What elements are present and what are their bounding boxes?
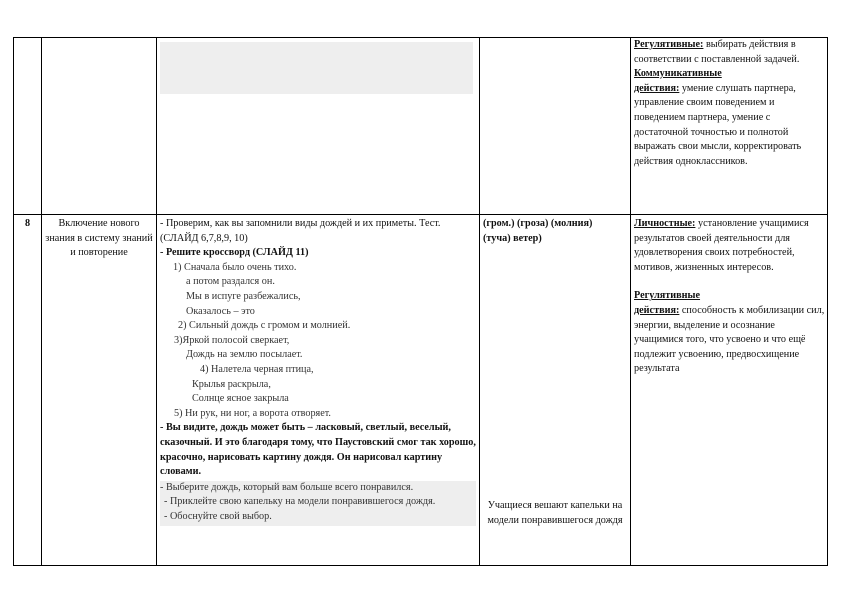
communicative-label: Коммуникативные bbox=[634, 68, 722, 80]
riddle-line: 2) Сильный дождь с громом и молнией. bbox=[178, 320, 351, 332]
teacher-activity bbox=[160, 217, 476, 526]
answers-line: (гром.) (гроза) (молния) bbox=[483, 218, 593, 229]
communicative-text: умение слушать партнера, управление своим поведением и поведением партнера, умение с достаточной точностью и полнотой выражать свои мысли, корректировать действия одноклассников. bbox=[634, 82, 802, 167]
row8-competencies bbox=[634, 217, 826, 377]
personal-text: установление учащимися результатов своей деятельности для удовлетворения своих потребностей, мотивов, жизненных интересов. bbox=[634, 218, 809, 273]
column-divider bbox=[41, 38, 42, 565]
lesson-table bbox=[13, 37, 828, 566]
row-number: 8 bbox=[24, 218, 31, 229]
column-divider bbox=[156, 38, 157, 565]
personal-label: Личностные: bbox=[634, 218, 696, 229]
choose-line: - Приклейте свою капельку на модели понравившегося дождя. bbox=[164, 496, 436, 508]
riddles bbox=[160, 261, 476, 422]
teacher-activity-placeholder bbox=[160, 42, 473, 94]
regulatory-label: Регулятивные bbox=[634, 290, 701, 302]
student-answers bbox=[483, 217, 627, 246]
answers-line: (туча) ветер) bbox=[483, 232, 542, 244]
riddle-line: а потом раздался он. bbox=[186, 276, 275, 288]
row7-competencies bbox=[634, 38, 826, 214]
column-divider bbox=[630, 38, 631, 565]
teacher-summary: - Вы видите, дождь может быть – ласковый, светлый, веселый, сказочный. И это благодаря тому, что Паустовский смог так хорошо, красочно, нарисовать картину дождя. Он нарисовал картину словами. bbox=[160, 422, 476, 478]
test-instruction: - Проверим, как вы запомнили виды дождей и их приметы. Тест. (СЛАЙД 6,7,8,9, 10) bbox=[160, 218, 441, 244]
choose-instructions bbox=[160, 481, 476, 527]
riddle-line: Крылья раскрыла, bbox=[192, 378, 271, 390]
regulatory-text: способность к мобилизации сил, энергии, выделение и осознание учащимися того, что усвоено и что ещё подлежит усвоению, предвосхищение результата bbox=[634, 304, 825, 375]
riddle-line: 3)Яркой полосой сверкает, bbox=[174, 334, 290, 346]
column-divider bbox=[479, 38, 480, 565]
communicative-label-2: действия: bbox=[634, 82, 680, 94]
riddle-line: Оказалось – это bbox=[186, 305, 255, 317]
regulatory-text: выбирать действия в соответствии с поставленной задачей. bbox=[634, 39, 800, 65]
riddle-line: 4) Налетела черная птица, bbox=[200, 363, 314, 375]
riddle-line: Мы в испуге разбежались, bbox=[186, 290, 301, 302]
row-divider bbox=[14, 214, 827, 215]
student-activity: Учащиеся вешают капельки на модели понравившегося дождя bbox=[487, 500, 623, 526]
riddle-line: 1) Сначала было очень тихо. bbox=[173, 261, 297, 273]
riddle-line: 5) Ни рук, ни ног, а ворота отворяет. bbox=[174, 407, 331, 419]
regulatory-label: Регулятивные: bbox=[634, 39, 704, 50]
regulatory-label-2: действия: bbox=[634, 304, 680, 316]
choose-line: - Обоснуйте свой выбор. bbox=[164, 510, 272, 522]
stage-name: Включение нового знания в систему знаний и повторение bbox=[45, 218, 153, 259]
riddle-line: Дождь на землю посылает. bbox=[186, 349, 303, 361]
riddle-line: Солнце ясное закрыла bbox=[192, 393, 289, 405]
choose-line: - Выберите дождь, который вам больше всего понравился. bbox=[160, 481, 414, 493]
crossword-instruction: - Решите кроссворд (СЛАЙД 11) bbox=[160, 247, 309, 259]
